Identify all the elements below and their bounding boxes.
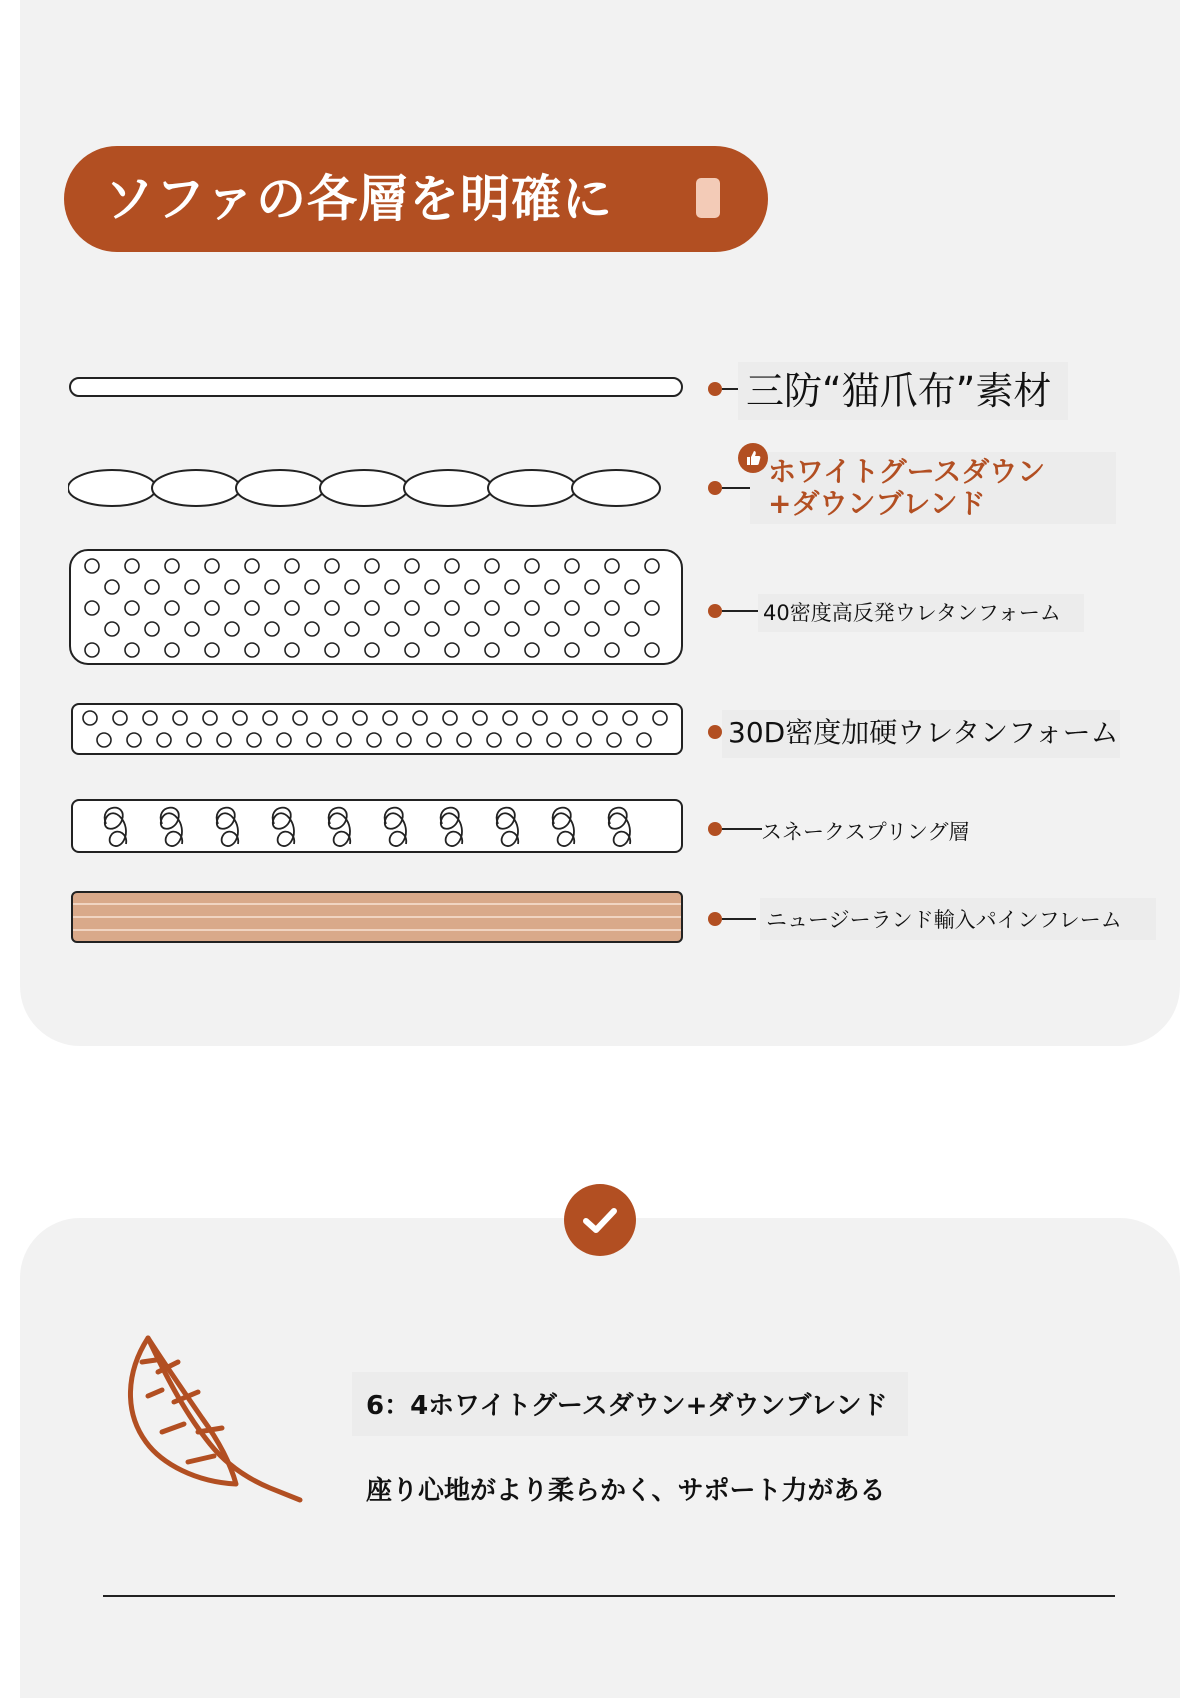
layer-6-label: ニュージーランド輸入パインフレーム	[766, 908, 1122, 932]
layer-5-marker	[708, 822, 722, 836]
layer-2-marker	[708, 481, 722, 495]
layer-3-marker	[708, 604, 722, 618]
section-title: ソファの各層を明確に	[104, 170, 613, 228]
layer-4-label: 30D密度加硬ウレタンフォーム	[728, 716, 1119, 749]
feather-icon	[118, 1332, 308, 1512]
section-divider	[103, 1595, 1115, 1597]
layer-fabric-illustration	[68, 374, 686, 400]
layer-down-illustration	[68, 462, 686, 514]
layer-2-label: ホワイトグースダウン+ダウンブレンド	[768, 455, 1046, 520]
check-icon	[564, 1184, 636, 1256]
feature-description: 座り心地がより柔らかく、サポート力がある	[366, 1476, 886, 1506]
layer-1-marker	[708, 382, 722, 396]
layer-1-label: 三防“猫爪布”素材	[746, 369, 1052, 413]
layer-5-leader	[722, 828, 762, 830]
layer-frame-illustration	[70, 890, 686, 946]
layer-4-marker	[708, 725, 722, 739]
feature-title: 6：4ホワイトグースダウン+ダウンブレンド	[366, 1391, 888, 1421]
layer-foam-30d-illustration	[70, 702, 686, 758]
layer-3-label: 40密度高反発ウレタンフォーム	[763, 601, 1061, 625]
layer-foam-40-illustration	[68, 548, 686, 668]
layer-6-leader	[722, 918, 756, 920]
section-title-banner	[64, 146, 768, 252]
layer-6-marker	[708, 912, 722, 926]
thumbs-up-icon	[738, 443, 768, 473]
layer-5-label: スネークスプリング層	[761, 820, 970, 844]
layer-spring-illustration	[70, 798, 686, 856]
tag-icon	[696, 178, 720, 218]
